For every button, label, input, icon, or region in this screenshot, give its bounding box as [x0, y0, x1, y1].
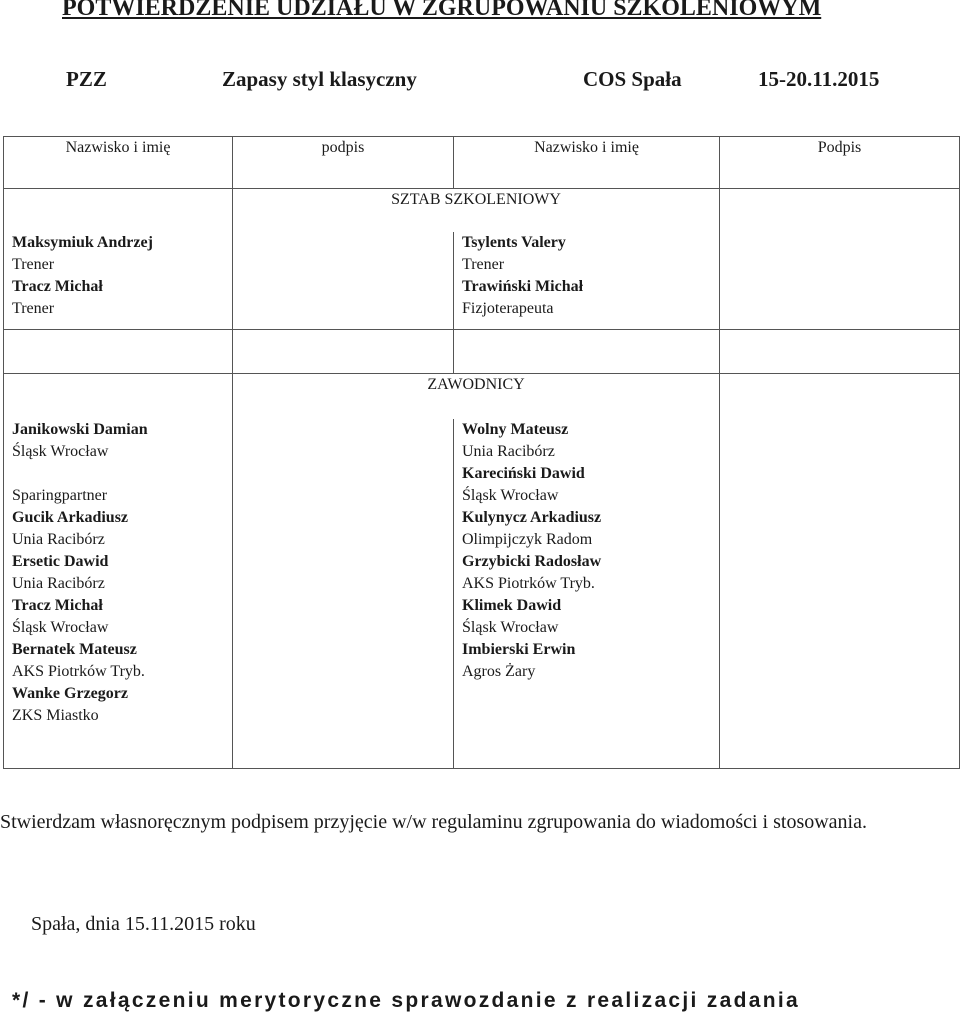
athlete-club: Śląsk Wrocław — [462, 486, 559, 504]
header-org: PZZ — [66, 67, 107, 91]
staff-heading-cell — [4, 189, 233, 232]
athletes-heading: ZAWODNICY — [233, 374, 720, 419]
empty-cell — [233, 330, 454, 374]
column-header-row — [4, 137, 960, 189]
athlete-name: Gucik Arkadiusz — [12, 508, 129, 526]
athlete-club: Śląsk Wrocław — [12, 618, 109, 636]
athlete-name: Grzybicki Radosław — [462, 552, 602, 570]
athlete-club: Unia Racibórz — [12, 530, 105, 548]
staff-name: Trawiński Michał — [462, 277, 584, 295]
attendance-table — [3, 136, 960, 769]
staff-row — [4, 232, 960, 330]
athletes-heading-cell — [4, 374, 233, 419]
column-header-signature-right: Podpis — [720, 137, 960, 189]
athlete-club: Agros Żary — [462, 662, 536, 680]
header-dates: 15-20.11.2015 — [758, 67, 880, 91]
empty-cell — [720, 330, 960, 374]
empty-cell — [454, 330, 720, 374]
athlete-club: AKS Piotrków Tryb. — [12, 662, 145, 680]
athlete-name: Janikowski Damian — [12, 420, 148, 438]
athlete-name: Ersetic Dawid — [12, 552, 109, 570]
athlete-name: Wolny Mateusz — [462, 420, 569, 438]
staff-role: Trener — [462, 255, 505, 273]
athletes-right-cell — [454, 419, 720, 769]
athlete-club: ZKS Miastko — [12, 706, 99, 724]
staff-role: Fizjoterapeuta — [462, 299, 554, 317]
signature-cell — [233, 232, 454, 330]
athlete-name: Wanke Grzegorz — [12, 684, 128, 702]
staff-right-cell — [454, 232, 720, 330]
column-header-name-left: Nazwisko i imię — [4, 137, 233, 189]
athlete-club: Unia Racibórz — [462, 442, 555, 460]
athlete-name: Bernatek Mateusz — [12, 640, 137, 658]
athletes-left-cell — [4, 419, 233, 769]
staff-role: Trener — [12, 299, 55, 317]
athlete-name: Kareciński Dawid — [462, 464, 585, 482]
staff-left-cell — [4, 232, 233, 330]
athlete-name: Tracz Michał — [12, 596, 103, 614]
athlete-club: AKS Piotrków Tryb. — [462, 574, 595, 592]
statement-text: Stwierdzam własnoręcznym podpisem przyjęcie w/w regulaminu zgrupowania do wiadomości i stosowania. — [0, 811, 867, 833]
athlete-name: Kulynycz Arkadiusz — [462, 508, 602, 526]
athlete-club: Unia Racibórz — [12, 574, 105, 592]
header-location: COS Spała — [583, 67, 682, 91]
staff-heading: SZTAB SZKOLENIOWY — [233, 189, 720, 232]
column-header-signature-left: podpis — [233, 137, 454, 189]
document-title: POTWIERDZENIE UDZIAŁU W ZGRUPOWANIU SZKOLENIOWYM — [62, 0, 822, 21]
staff-name: Maksymiuk Andrzej — [12, 233, 153, 251]
athlete-club: Olimpijczyk Radom — [462, 530, 593, 548]
signature-cell — [233, 419, 454, 769]
athletes-row — [4, 419, 960, 769]
signature-cell — [720, 419, 960, 769]
staff-heading-cell — [720, 189, 960, 232]
staff-heading-row — [4, 189, 960, 232]
athlete-club: Śląsk Wrocław — [462, 618, 559, 636]
athlete-name: Klimek Dawid — [462, 596, 562, 614]
footnote: */ - w załączeniu merytoryczne sprawozdanie z realizacji zadania — [12, 989, 800, 1012]
athlete-club: Sparingpartner — [12, 486, 108, 504]
athletes-heading-cell — [720, 374, 960, 419]
column-header-name-right: Nazwisko i imię — [454, 137, 720, 189]
empty-cell — [4, 330, 233, 374]
staff-name: Tsylents Valery — [462, 233, 566, 251]
staff-role: Trener — [12, 255, 55, 273]
header-discipline: Zapasy styl klasyczny — [222, 67, 417, 91]
place-date: Spała, dnia 15.11.2015 roku — [31, 913, 256, 935]
staff-name: Tracz Michał — [12, 277, 103, 295]
spacer-row — [4, 330, 960, 374]
athlete-club: Śląsk Wrocław — [12, 442, 109, 460]
athletes-heading-row — [4, 374, 960, 419]
athlete-name: Imbierski Erwin — [462, 640, 576, 658]
signature-cell — [720, 232, 960, 330]
